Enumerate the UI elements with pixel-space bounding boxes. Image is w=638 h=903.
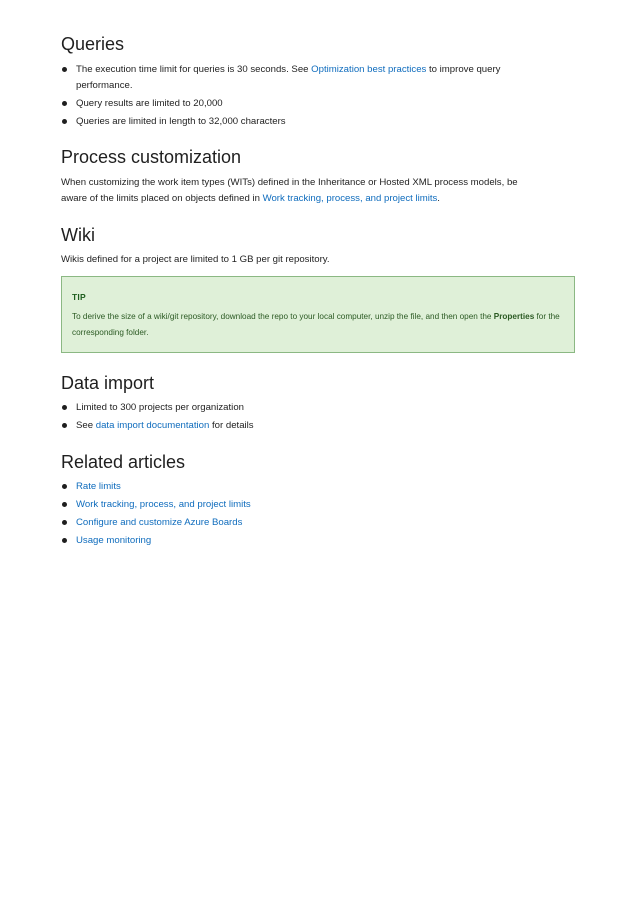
list-item: [61, 114, 531, 130]
usage-monitoring-link[interactable]: Usage monitoring: [76, 535, 152, 546]
list-item: [61, 479, 531, 495]
tip-text-part: for the corresponding folder.: [72, 312, 560, 337]
queries-list: [61, 62, 531, 132]
bullet-icon: [62, 502, 67, 507]
paragraph-text: When customizing the work item types (WITs) defined in the Inheritance or Hosted XML process models, be aware of the limits placed on objects defined in: [61, 177, 518, 204]
related-articles-list: [61, 479, 531, 551]
list-item: [61, 533, 531, 549]
data-import-documentation-link[interactable]: data import documentation: [95, 420, 210, 431]
process-customization-heading: Process customization: [61, 147, 242, 167]
work-tracking-limits-link[interactable]: Work tracking, process, and project limits: [262, 193, 438, 204]
list-item-text: Query results are limited to 20,000: [76, 98, 223, 109]
bullet-icon: [62, 538, 67, 543]
rate-limits-link[interactable]: Rate limits: [76, 481, 121, 492]
list-item-text: Queries are limited in length to 32,000 characters: [76, 116, 286, 127]
tip-text: [72, 309, 562, 341]
list-item-text: for details: [209, 420, 254, 431]
configure-azure-boards-link[interactable]: Configure and customize Azure Boards: [76, 517, 243, 528]
list-item: [61, 515, 531, 531]
list-item-text: The execution time limit for queries is 30 seconds. See: [76, 64, 312, 75]
bullet-icon: [62, 484, 67, 489]
properties-emphasis: Properties: [493, 312, 535, 321]
work-tracking-process-project-limits-link[interactable]: Work tracking, process, and project limits: [76, 499, 251, 510]
data-import-list: [61, 400, 531, 436]
bullet-icon: [62, 101, 67, 106]
list-item: [61, 400, 531, 416]
bullet-icon: [62, 405, 67, 410]
optimization-best-practices-link[interactable]: Optimization best practices: [311, 64, 427, 75]
list-item-text: to improve query performance.: [76, 64, 501, 91]
tip-label: TIP: [72, 292, 86, 302]
wiki-heading: Wiki: [61, 225, 95, 245]
related-articles-heading: Related articles: [61, 452, 186, 472]
bullet-icon: [62, 119, 67, 124]
bullet-icon: [62, 423, 67, 428]
list-item-text: See: [76, 420, 96, 431]
process-customization-paragraph: [61, 175, 539, 207]
bullet-icon: [62, 520, 67, 525]
list-item: [61, 96, 531, 112]
list-item-text: Limited to 300 projects per organization: [76, 402, 244, 413]
bullet-icon: [62, 67, 67, 72]
list-item: [61, 497, 531, 513]
list-item: [61, 418, 531, 434]
tip-text-part: To derive the size of a wiki/git repository, download the repo to your local computer, unzip the file, and then open the: [72, 312, 494, 321]
list-item: [61, 62, 531, 94]
queries-heading: Queries: [61, 34, 125, 54]
tip-callout: [61, 276, 575, 353]
paragraph-text: .: [437, 193, 440, 204]
wiki-paragraph: Wikis defined for a project are limited to 1 GB per git repository.: [61, 254, 330, 265]
data-import-heading: Data import: [61, 373, 155, 393]
